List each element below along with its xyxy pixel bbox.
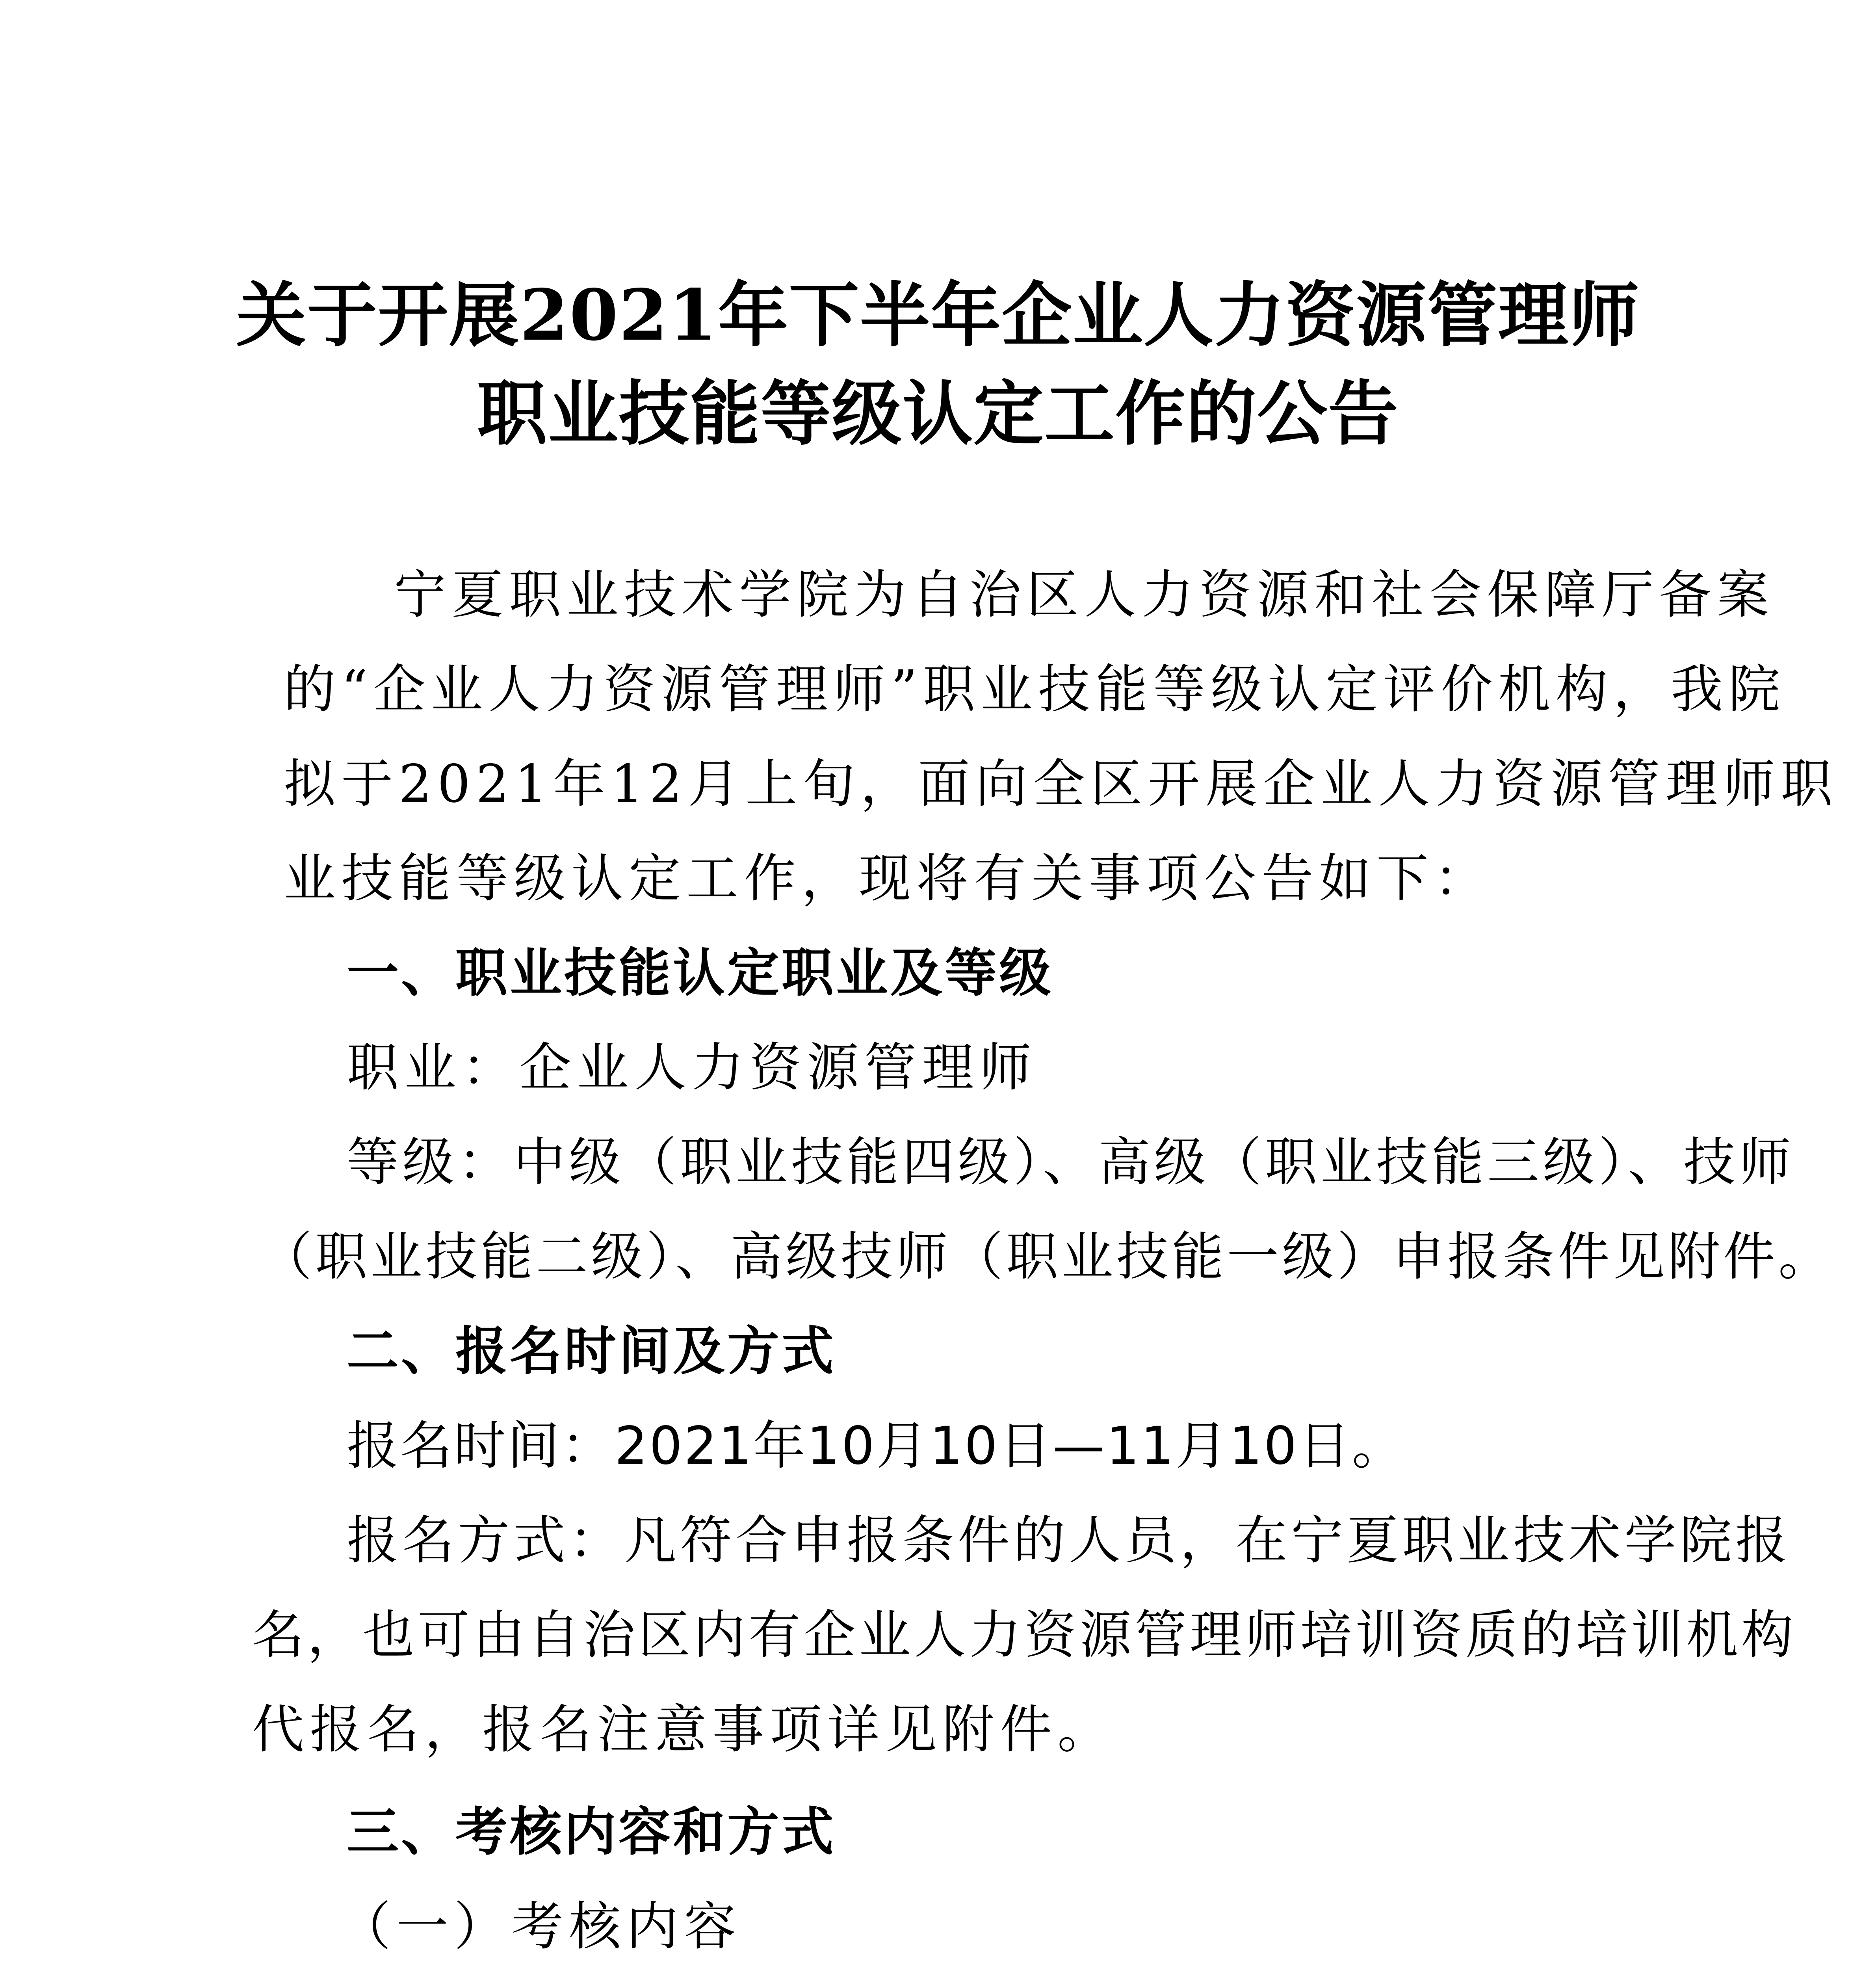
intro-line-3: 拟于2021年12月上旬，面向全区开展企业人力资源管理师职 — [284, 754, 1838, 814]
section-2-heading: 二、报名时间及方式 — [347, 1321, 836, 1382]
intro-line-4: 业技能等级认定工作，现将有关事项公告如下： — [284, 848, 1492, 909]
occupation-line: 职业：企业人力资源管理师 — [347, 1037, 1037, 1098]
document-title-line-1: 关于开展2021年下半年企业人力资源管理师 — [236, 274, 1640, 356]
intro-line-1: 宁夏职业技术学院为自治区人力资源和社会保障厅备案 — [394, 565, 1774, 625]
intro-line-2: 的“企业人力资源管理师”职业技能等级认定评价机构，我院 — [284, 659, 1786, 720]
section-1-heading: 一、职业技能认定职业及等级 — [347, 943, 1053, 1004]
level-line-2: （职业技能二级）、高级技师（职业技能一级）申报条件见附件。 — [260, 1227, 1833, 1287]
section-3-subheading: （一）考核内容 — [339, 1896, 741, 1957]
section-3-heading: 三、考核内容和方式 — [347, 1802, 836, 1862]
level-line-1: 等级：中级（职业技能四级）、高级（职业技能三级）、技师 — [347, 1132, 1794, 1193]
registration-method-line-1: 报名方式：凡符合申报条件的人员，在宁夏职业技术学院报 — [347, 1510, 1791, 1571]
registration-method-line-3: 代报名，报名注意事项详见附件。 — [252, 1699, 1115, 1760]
document-title-line-2: 职业技能等级认定工作的公告 — [477, 372, 1399, 455]
registration-time-line: 报名时间：2021年10月10日—11月10日。 — [347, 1416, 1406, 1476]
registration-method-line-2: 名，也可由自治区内有企业人力资源管理师培训资质的培训机构 — [252, 1605, 1796, 1665]
